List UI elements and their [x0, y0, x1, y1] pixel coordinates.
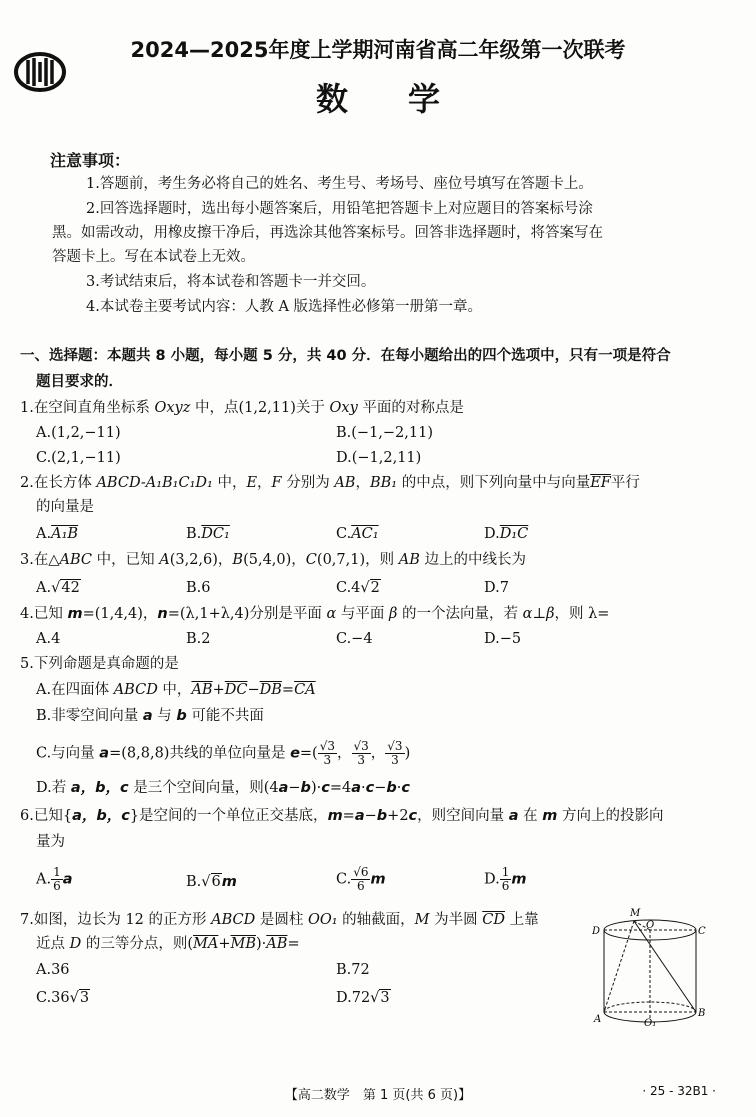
- q4-stem: 4.已知 m=(1,4,4)，n=(λ,1+λ,4)分别是平面 α 与平面 β 的一个法向量，若 α⊥β，则 λ=: [20, 606, 610, 622]
- q5-option-a: A.在四面体 ABCD 中，$\overline{AB}+\overline{DC}-\overline{DB}=\overline{CA}$: [36, 682, 316, 698]
- q3-option-c: C.4√2: [336, 580, 380, 596]
- q5-option-c: C.与向量 a=(8,8,8)共线的单位向量是 e=( $\frac{√3}{3}$ ， $\frac{√3}{3}$ ， $\frac{√3}{3}$ ): [36, 739, 411, 767]
- q6-stem: 6.已知{a，b，c}是空间的一个单位正交基底，m=a−b+2c，则空间向量 a 在 m 方向上的投影向: [20, 808, 664, 824]
- figure-label-c: C: [698, 926, 706, 937]
- q4-option-a: A.4: [36, 631, 61, 647]
- q3-stem: 3.在△ABC 中，已知 A(3,2,6)，B(5,4,0)，C(0,7,1)，则 AB 边上的中线长为: [20, 552, 526, 568]
- q6-option-d: D. $\frac{1}{6}$ m: [484, 865, 527, 893]
- q6-option-b: B.√6m: [186, 874, 237, 890]
- section-heading-line1: 一、选择题：本题共 8 小题，每小题 5 分，共 40 分．在每小题给出的四个选项中，只有一项是符合: [20, 348, 671, 364]
- q5-option-b: B.非零空间向量 a 与 b 可能不共面: [36, 708, 264, 724]
- figure-label-a: A: [594, 1014, 602, 1025]
- notice-line-2: 2.回答选择题时，选出每小题答案后，用铅笔把答题卡上对应题目的答案标号涂: [86, 201, 593, 217]
- q4-option-d: D.−5: [484, 631, 522, 647]
- q2-option-d: D.D₁C: [484, 526, 529, 542]
- q5-stem: 5.下列命题是真命题的是: [20, 656, 179, 672]
- q6-stem-line2: 量为: [36, 834, 65, 850]
- figure-label-o: O: [646, 920, 655, 931]
- q2-option-c: C.AC₁: [336, 526, 379, 542]
- figure-label-m: M: [630, 908, 641, 919]
- q5-option-d: D.若 a，b，c 是三个空间向量，则(4a−b)·c=4a·c−b·c: [36, 780, 410, 796]
- figure-label-d: D: [592, 926, 601, 937]
- cylinder-figure: [590, 900, 710, 1030]
- q3-option-b: B.6: [186, 580, 211, 596]
- section-heading-line2: 题目要求的．: [36, 374, 123, 390]
- figure-label-o1: O₁: [644, 1018, 657, 1029]
- q7-option-b: B.72: [336, 962, 370, 978]
- q4-option-c: C.−4: [336, 631, 373, 647]
- q3-option-d: D.7: [484, 580, 509, 596]
- q4-option-b: B.2: [186, 631, 211, 647]
- q2-option-b: B.DC₁: [186, 526, 230, 542]
- q2-stem-line2: 的向量是: [36, 499, 94, 515]
- notice-heading: 注意事项：: [50, 151, 131, 170]
- notice-line-1: 1.答题前，考生务必将自己的姓名、考生号、考场号、座位号填写在答题卡上。: [86, 176, 593, 192]
- q1-option-b: B.(−1,−2,11): [336, 425, 433, 441]
- figure-label-b: B: [698, 1008, 706, 1019]
- q1-option-c: C.(2,1,−11): [36, 450, 121, 466]
- notice-line-3: 黑。如需改动，用橡皮擦干净后，再选涂其他答案标号。回答非选择题时，将答案写在: [52, 225, 603, 241]
- q2-option-a: A.A₁B: [36, 526, 79, 542]
- q7-stem-line2: 近点 D 的三等分点，则$(\overline{MA}+\overline{MB})\cdot\overline{AB}=$: [36, 936, 300, 952]
- q1-option-a: A.(1,2,−11): [36, 425, 121, 441]
- exam-subject: 数学: [315, 80, 500, 118]
- q3-option-a: A.√42: [36, 580, 80, 596]
- q7-option-c: C.36√3: [36, 990, 90, 1006]
- notice-line-4: 答题卡上。写在本试卷上无效。: [52, 249, 255, 265]
- exam-title: 2024—2025年度上学期河南省高二年级第一次联考: [130, 38, 626, 62]
- q7-option-d: D.72√3: [336, 990, 390, 1006]
- q1-stem: 1.在空间直角坐标系 Oxyz 中，点(1,2,11)关于 Oxy 平面的对称点是: [20, 400, 464, 416]
- q6-option-c: C. $\frac{√6}{6}$ m: [336, 865, 386, 893]
- notice-line-6: 4.本试卷主要考试内容：人教 A 版选择性必修第一册第一章。: [86, 299, 483, 315]
- page-footer: 【高二数学 第 1 页(共 6 页)】: [284, 1088, 472, 1103]
- q7-stem: 7.如图，边长为 12 的正方形 ABCD 是圆柱 OO₁ 的轴截面，M 为半圆 $\overline{CD}$ 上靠: [20, 912, 539, 928]
- exam-code: · 25 - 32B1 ·: [642, 1084, 716, 1098]
- q6-option-a: A. $\frac{1}{6}$ a: [36, 865, 73, 893]
- q7-option-a: A.36: [36, 962, 70, 978]
- q1-option-d: D.(−1,2,11): [336, 450, 422, 466]
- notice-line-5: 3.考试结束后，将本试卷和答题卡一并交回。: [86, 274, 376, 290]
- q2-stem: 2.在长方体 ABCD-A₁B₁C₁D₁ 中，E，F 分别为 AB，BB₁ 的中点，则下列向量中与向量$\overline{EF}$平行: [20, 475, 640, 491]
